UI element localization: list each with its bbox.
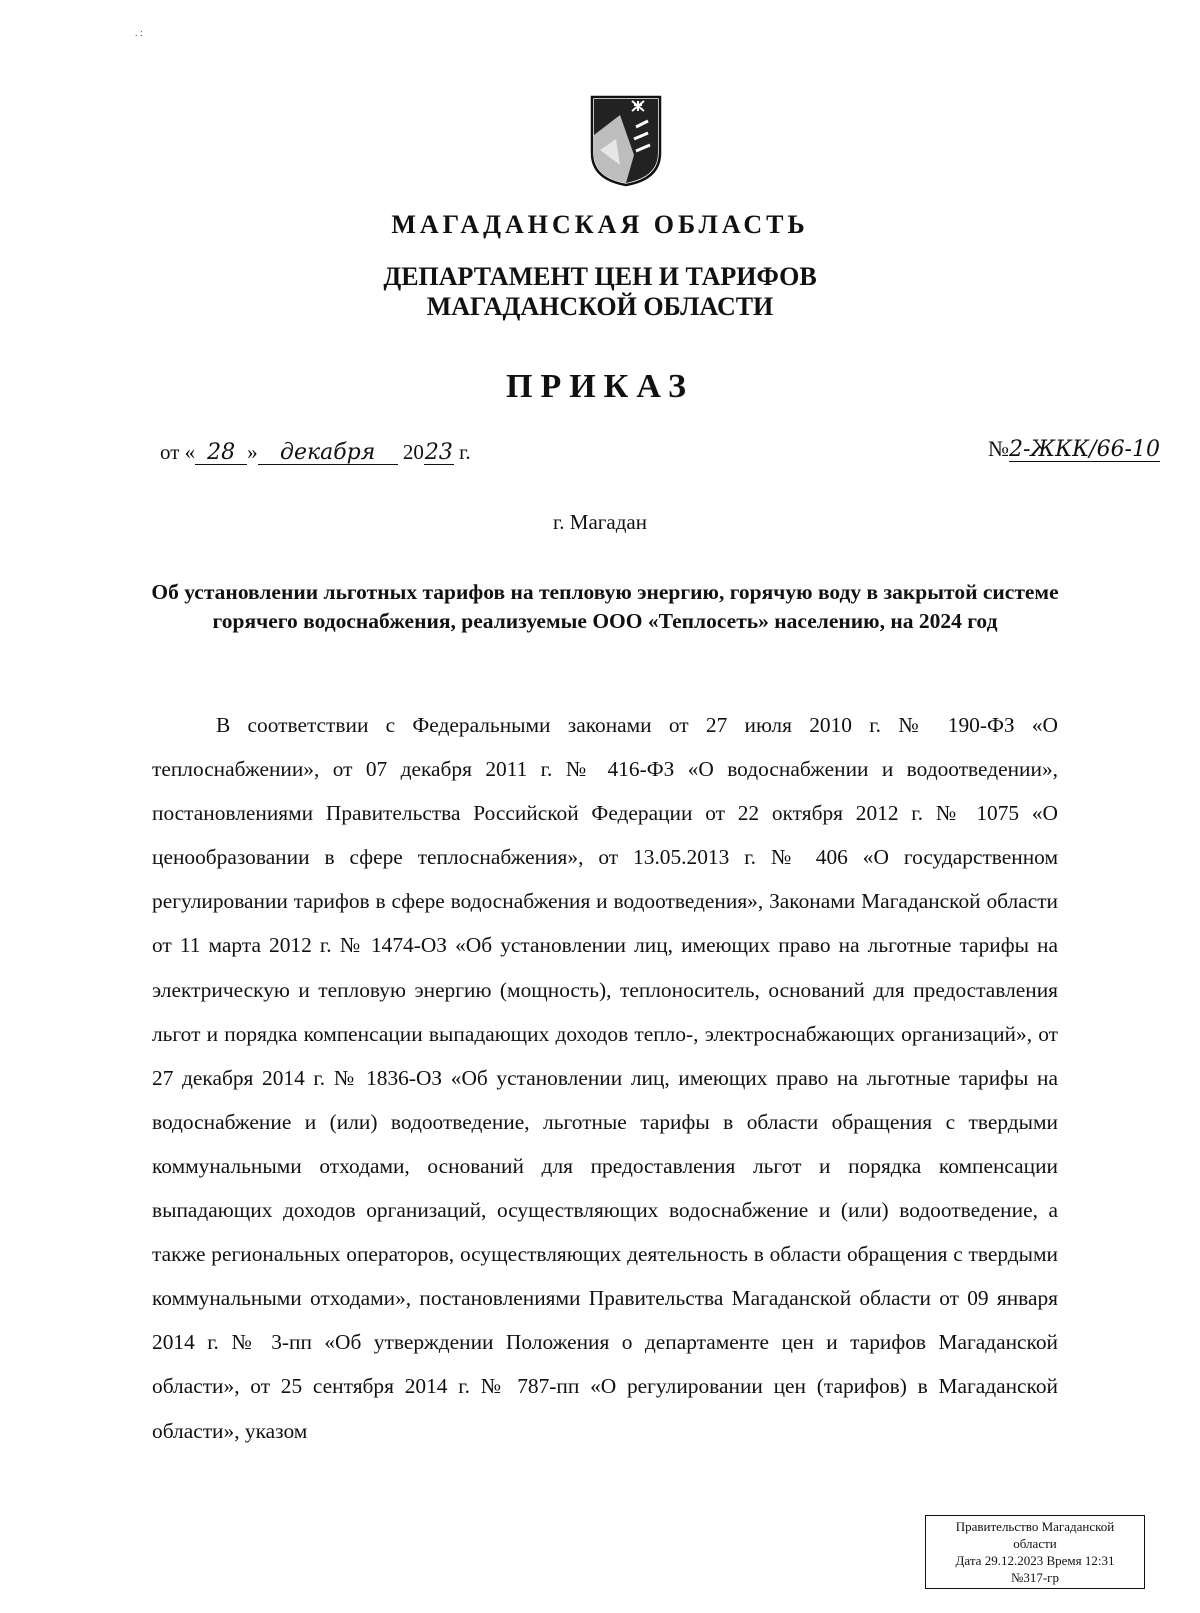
stamp-line-1: Правительство Магаданской — [955, 1519, 1115, 1534]
stamp-line-3: Дата 29.12.2023 Время 12:31 — [955, 1553, 1115, 1568]
department-heading — [0, 262, 1200, 322]
date-suffix: г. — [459, 440, 471, 464]
date-year-suffix: 23 — [424, 440, 453, 465]
date-mid: » — [247, 440, 258, 464]
document-title: Об установлении льготных тарифов на тепловую энергию, горячую воду в закрытой системе горячего водоснабжения, реализуемые ООО «Теплосеть» населению, на 2024 год — [151, 580, 1059, 633]
document-type-heading: ПРИКАЗ — [506, 368, 694, 405]
date-day: 28 — [195, 442, 247, 465]
department-line-1: ДЕПАРТАМЕНТ ЦЕН И ТАРИФОВ — [383, 262, 817, 291]
registration-stamp — [925, 1515, 1145, 1589]
order-number-prefix: № — [987, 436, 1009, 461]
date-prefix: от « — [160, 440, 196, 464]
scan-marks: . : — [135, 28, 143, 39]
stamp-line-4: №317-гр — [1010, 1570, 1060, 1585]
body-paragraph: В соответствии с Федеральными законами от 27 июля 2010 г. № 190-ФЗ «О теплоснабжении», от 07 декабря 2011 г. № 416-ФЗ «О водоснабжении и водоотведении», постановлениями Правительства Российской Федерации от 22 октября 2012 г. № 1075 «О ценообразовании в сфере теплоснабжения», от 13.05.2013 г. № 406 «О государственном регулировании тарифов в сфере водоснабжения и водоотведения», Законами Магаданской области от 11 марта 2012 г. № 1474-ОЗ «Об установлении лиц, имеющих право на льготные тарифы на электрическую и тепловую энергию (мощность), теплоноситель, оснований для предоставления льгот и порядка компенсации выпадающих доходов тепло-, электроснабжающих организаций», от 27 декабря 2014 г. № 1836-ОЗ «Об установлении лиц, имеющих право на льготные тарифы на водоснабжение и (или) водоотведение, льготные тарифы в области обращения с твердыми коммунальными отходами, оснований для предоставления льгот и порядка компенсации выпадающих доходов организаций, осуществляющих водоснабжение и (или) водоотведение, а также региональных операторов, осуществляющих деятельность в области обращения с твердыми коммунальными отходами», постановлениями Правительства Магаданской области от 09 января 2014 г. № 3-пп «Об утверждении Положения о департаменте цен и тарифов Магаданской области», от 25 сентября 2014 г. № 787-пп «О регулировании цен (тарифов) в Магаданской области», указом — [152, 713, 1058, 1443]
date-month: декабря — [258, 442, 398, 465]
stamp-line-2: области — [1013, 1536, 1057, 1551]
date-line — [160, 440, 471, 465]
coat-of-arms-icon — [590, 95, 662, 187]
city-label: г. Магадан — [553, 510, 647, 534]
region-heading: МАГАДАНСКАЯ ОБЛАСТЬ — [391, 210, 809, 239]
date-year-prefix: 20 — [402, 440, 424, 464]
order-number — [988, 436, 1160, 462]
department-line-2: МАГАДАНСКОЙ ОБЛАСТИ — [426, 292, 774, 321]
order-number-value: 2-ЖКК/66-10 — [1008, 437, 1160, 462]
